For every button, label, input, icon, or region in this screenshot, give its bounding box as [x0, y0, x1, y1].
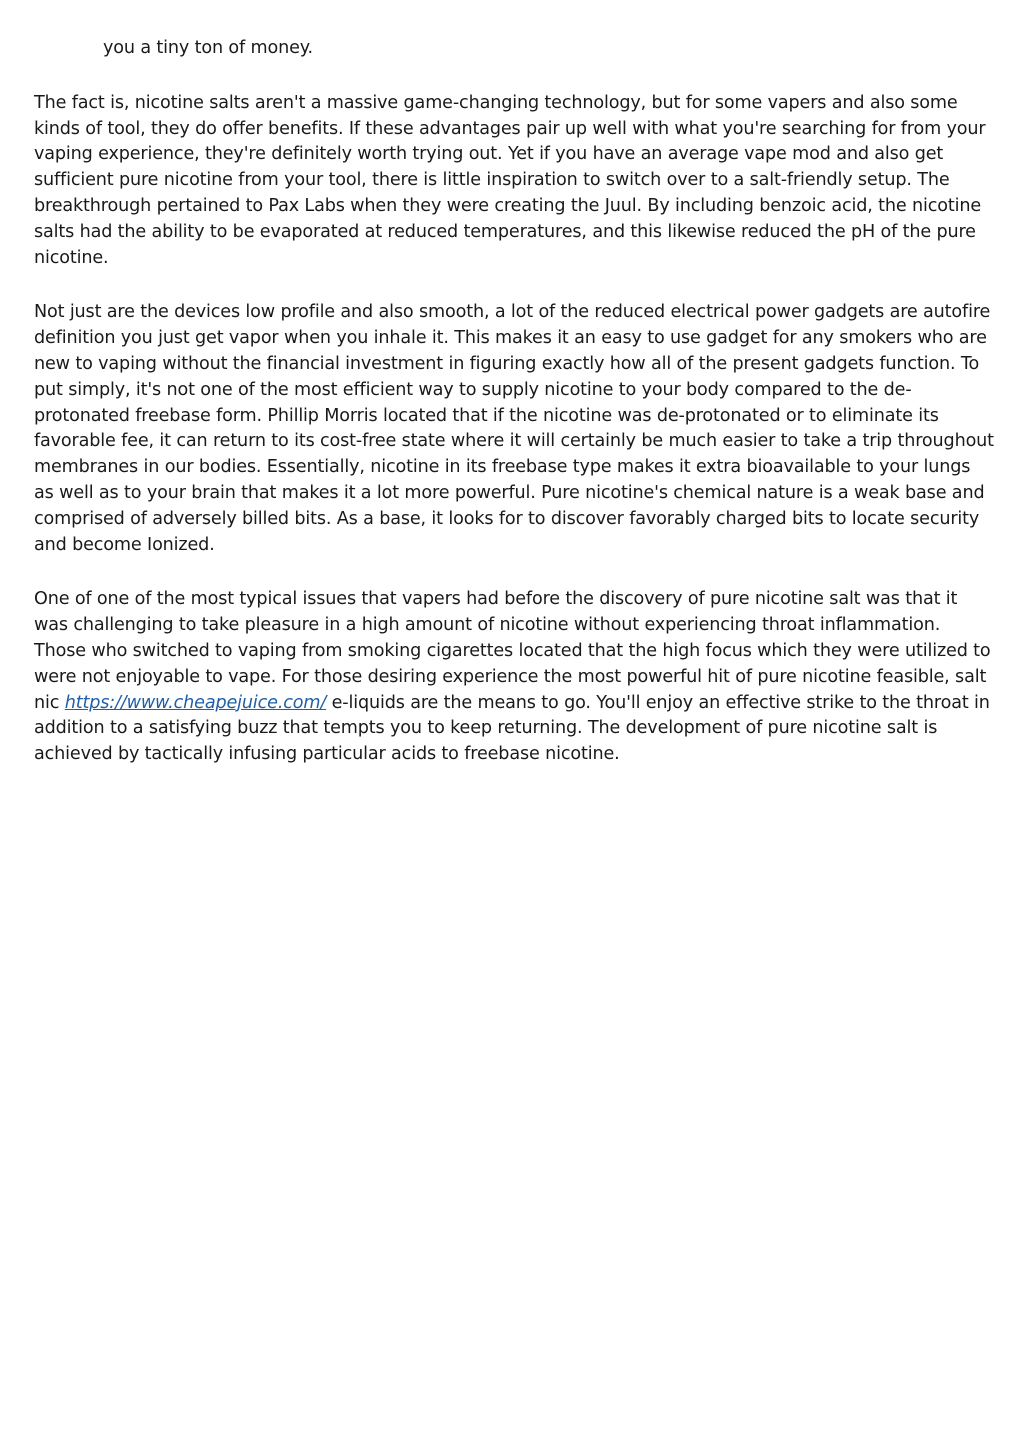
paragraph-throat-hit — [34, 587, 994, 768]
cheapejuice-link[interactable]: https://www.cheapejuice.com/ — [64, 692, 327, 713]
document-page — [34, 36, 994, 797]
paragraph-continued: you a tiny ton of money. — [103, 38, 313, 58]
paragraph-text-after-link: e-liquids are the means to go. You'll enjoy an effective strike to the throat in addition to a satisfying buzz that tempts you to keep returning. The development of pure nicotine salt is achieved by tactically infusing particular acids to freebase nicotine. — [34, 692, 990, 765]
paragraph-devices: Not just are the devices low profile and also smooth, a lot of the reduced electrical power gadgets are autofire definition you just get vapor when you inhale it. This makes it an easy to use gadget for any smokers who are new to vaping without the financial investment in figuring exactly how all of the present gadgets function. To put simply, it's not one of the most efficient way to supply nicotine to your body compared to the de-protonated freebase form. Phillip Morris located that if the nicotine was de-protonated or to eliminate its favorable fee, it can return to its cost-free state where it will certainly be much easier to take a trip throughout membranes in our bodies. Essentially, nicotine in its freebase type makes it extra bioavailable to your lungs as well as to your brain that makes it a lot more powerful. Pure nicotine's chemical nature is a weak base and comprised of adversely billed bits. As a base, it looks for to discover favorably charged bits to locate security and become Ionized. — [34, 302, 994, 555]
paragraph-text-before-link: One of one of the most typical issues that vapers had before the discovery of pure nicotine salt was that it was challenging to take pleasure in a high amount of nicotine without experiencing throat inflammation. Those who switched to vaping from smoking cigarettes located that the high focus which they were utilized to were not enjoyable to vape. For those desiring experience the most powerful hit of pure nicotine feasible, salt nic — [34, 589, 991, 713]
paragraph-nicotine-salts: The fact is, nicotine salts aren't a massive game-changing technology, but for some vapers and also some kinds of tool, they do offer benefits. If these advantages pair up well with what you're searching for from your vaping experience, they're definitely worth trying out. Yet if you have an average vape mod and also get sufficient pure nicotine from your tool, there is little inspiration to switch over to a salt-friendly setup. The breakthrough pertained to Pax Labs when they were creating the Juul. By including benzoic acid, the nicotine salts had the ability to be evaporated at reduced temperatures, and this likewise reduced the pH of the pure nicotine. — [34, 92, 986, 268]
